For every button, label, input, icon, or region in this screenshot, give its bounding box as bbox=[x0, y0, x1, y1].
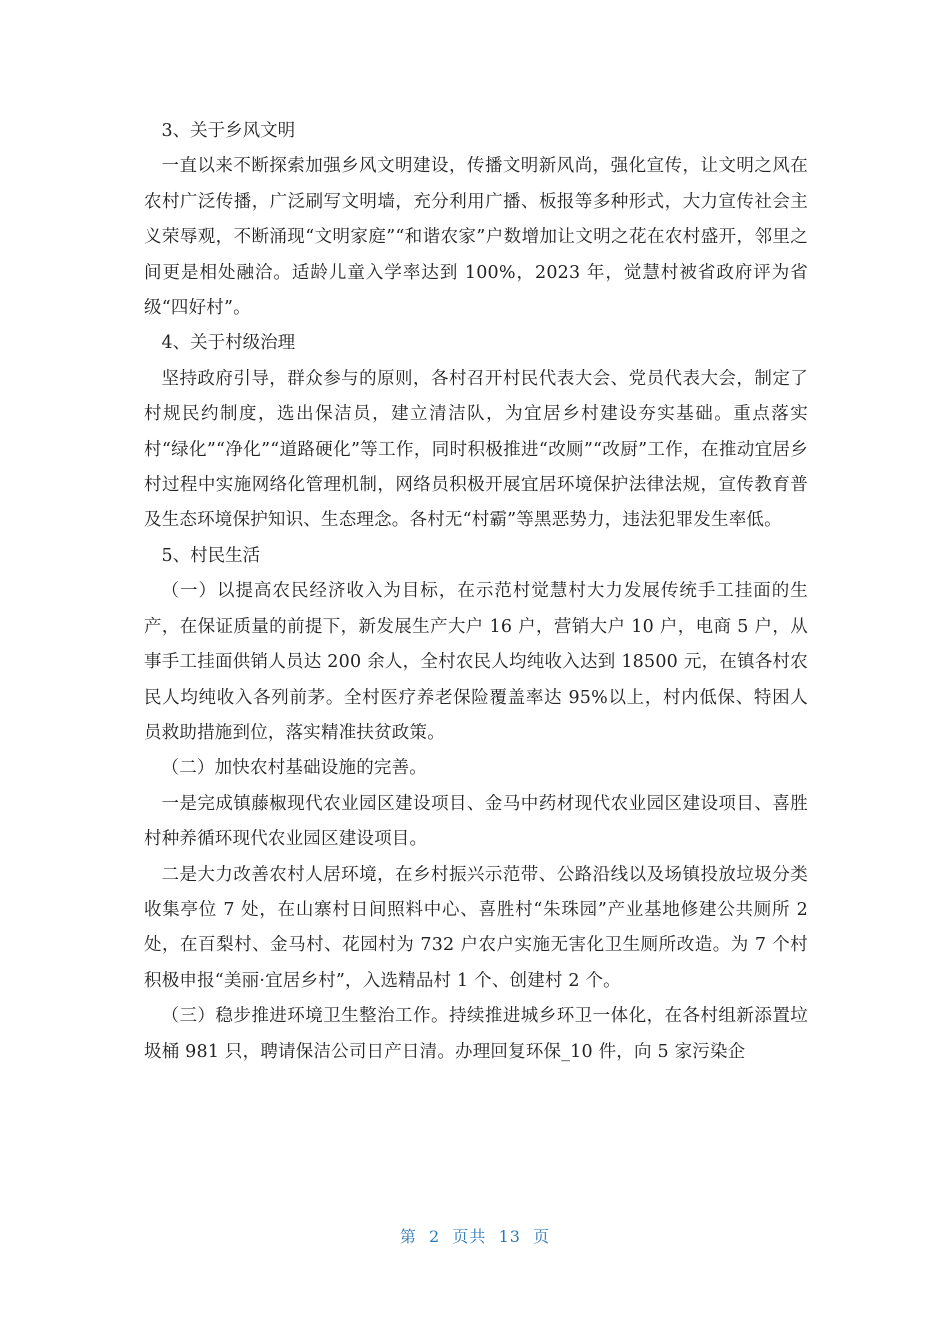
paragraph-sanitation: （三）稳步推进环境卫生整治工作。持续推进城乡环卫一体化，在各村组新添置垃圾桶 981 只，聘请保洁公司日产日清。办理回复环保_10 件，向 5 家污染企 bbox=[144, 1006, 808, 1062]
section-heading-villager-life: 5、村民生活 bbox=[161, 545, 261, 566]
footer-current-page: 2 bbox=[429, 1227, 441, 1246]
footer-prefix: 第 bbox=[399, 1227, 417, 1246]
section-heading-rural-civility: 3、关于乡风文明 bbox=[161, 121, 296, 141]
footer-total-pages: 13 bbox=[498, 1227, 521, 1246]
paragraph-infrastructure-heading: （二）加快农村基础设施的完善。 bbox=[161, 758, 427, 779]
page-footer bbox=[0, 1224, 950, 1247]
paragraph-living-environment: 二是大力改善农村人居环境，在乡村振兴示范带、公路沿线以及场镇投放垃圾分类收集亭位 7 处，在山寨村日间照料中心、喜胜村“朱珠园”产业基地修建公共厕所 2 处，在百梨村、金马村、花园村为 732 户农户实施无害化卫生厕所改造。为 7 个村积极申报“美丽·宜居乡村”，入选精品村 1 个、创建村 2 个。 bbox=[144, 864, 808, 991]
section-heading-village-governance: 4、关于村级治理 bbox=[161, 333, 296, 354]
paragraph-village-governance: 坚持政府引导，群众参与的原则，各村召开村民代表大会、党员代表大会，制定了村规民约制度，选出保洁员，建立清洁队，为宜居乡村建设夯实基础。重点落实村“绿化”“净化”“道路硬化”等工作，同时积极推进“改厕”“改厨”工作，在推动宜居乡村过程中实施网络化管理机制，网络员积极开展宜居环境保护法律法规，宣传教育普及生态环境保护知识、生态理念。各村无“村霸”等黑恶势力，违法犯罪发生率低。 bbox=[144, 368, 808, 531]
paragraph-rural-civility: 一直以来不断探索加强乡风文明建设，传播文明新风尚，强化宣传，让文明之风在农村广泛传播，广泛刷写文明墙，充分利用广播、板报等多种形式，大力宣传社会主义荣辱观，不断涌现“文明家庭”“和谐农家”户数增加让文明之花在农村盛开，邻里之间更是相处融洽。适龄儿童入学率达到 100%，2023 年，觉慧村被省政府评为省级“四好村”。 bbox=[144, 156, 808, 319]
document-body bbox=[144, 114, 808, 1070]
footer-suffix: 页 bbox=[533, 1227, 551, 1246]
paragraph-agri-parks: 一是完成镇藤椒现代农业园区建设项目、金马中药材现代农业园区建设项目、喜胜村种养循环现代农业园区建设项目。 bbox=[144, 793, 808, 850]
paragraph-income: （一）以提高农民经济收入为目标，在示范村觉慧村大力发展传统手工挂面的生产，在保证质量的前提下，新发展生产大户 16 户，营销大户 10 户，电商 5 户，从事手工挂面供销人员达 200 余人，全村农民人均纯收入达到 18500 元，在镇各村农民人均纯收入各列前茅。全村医疗养老保险覆盖率达 95%以上，村内低保、特困人员救助措施到位，落实精准扶贫政策。 bbox=[144, 581, 808, 743]
footer-middle: 页共 bbox=[452, 1227, 487, 1246]
